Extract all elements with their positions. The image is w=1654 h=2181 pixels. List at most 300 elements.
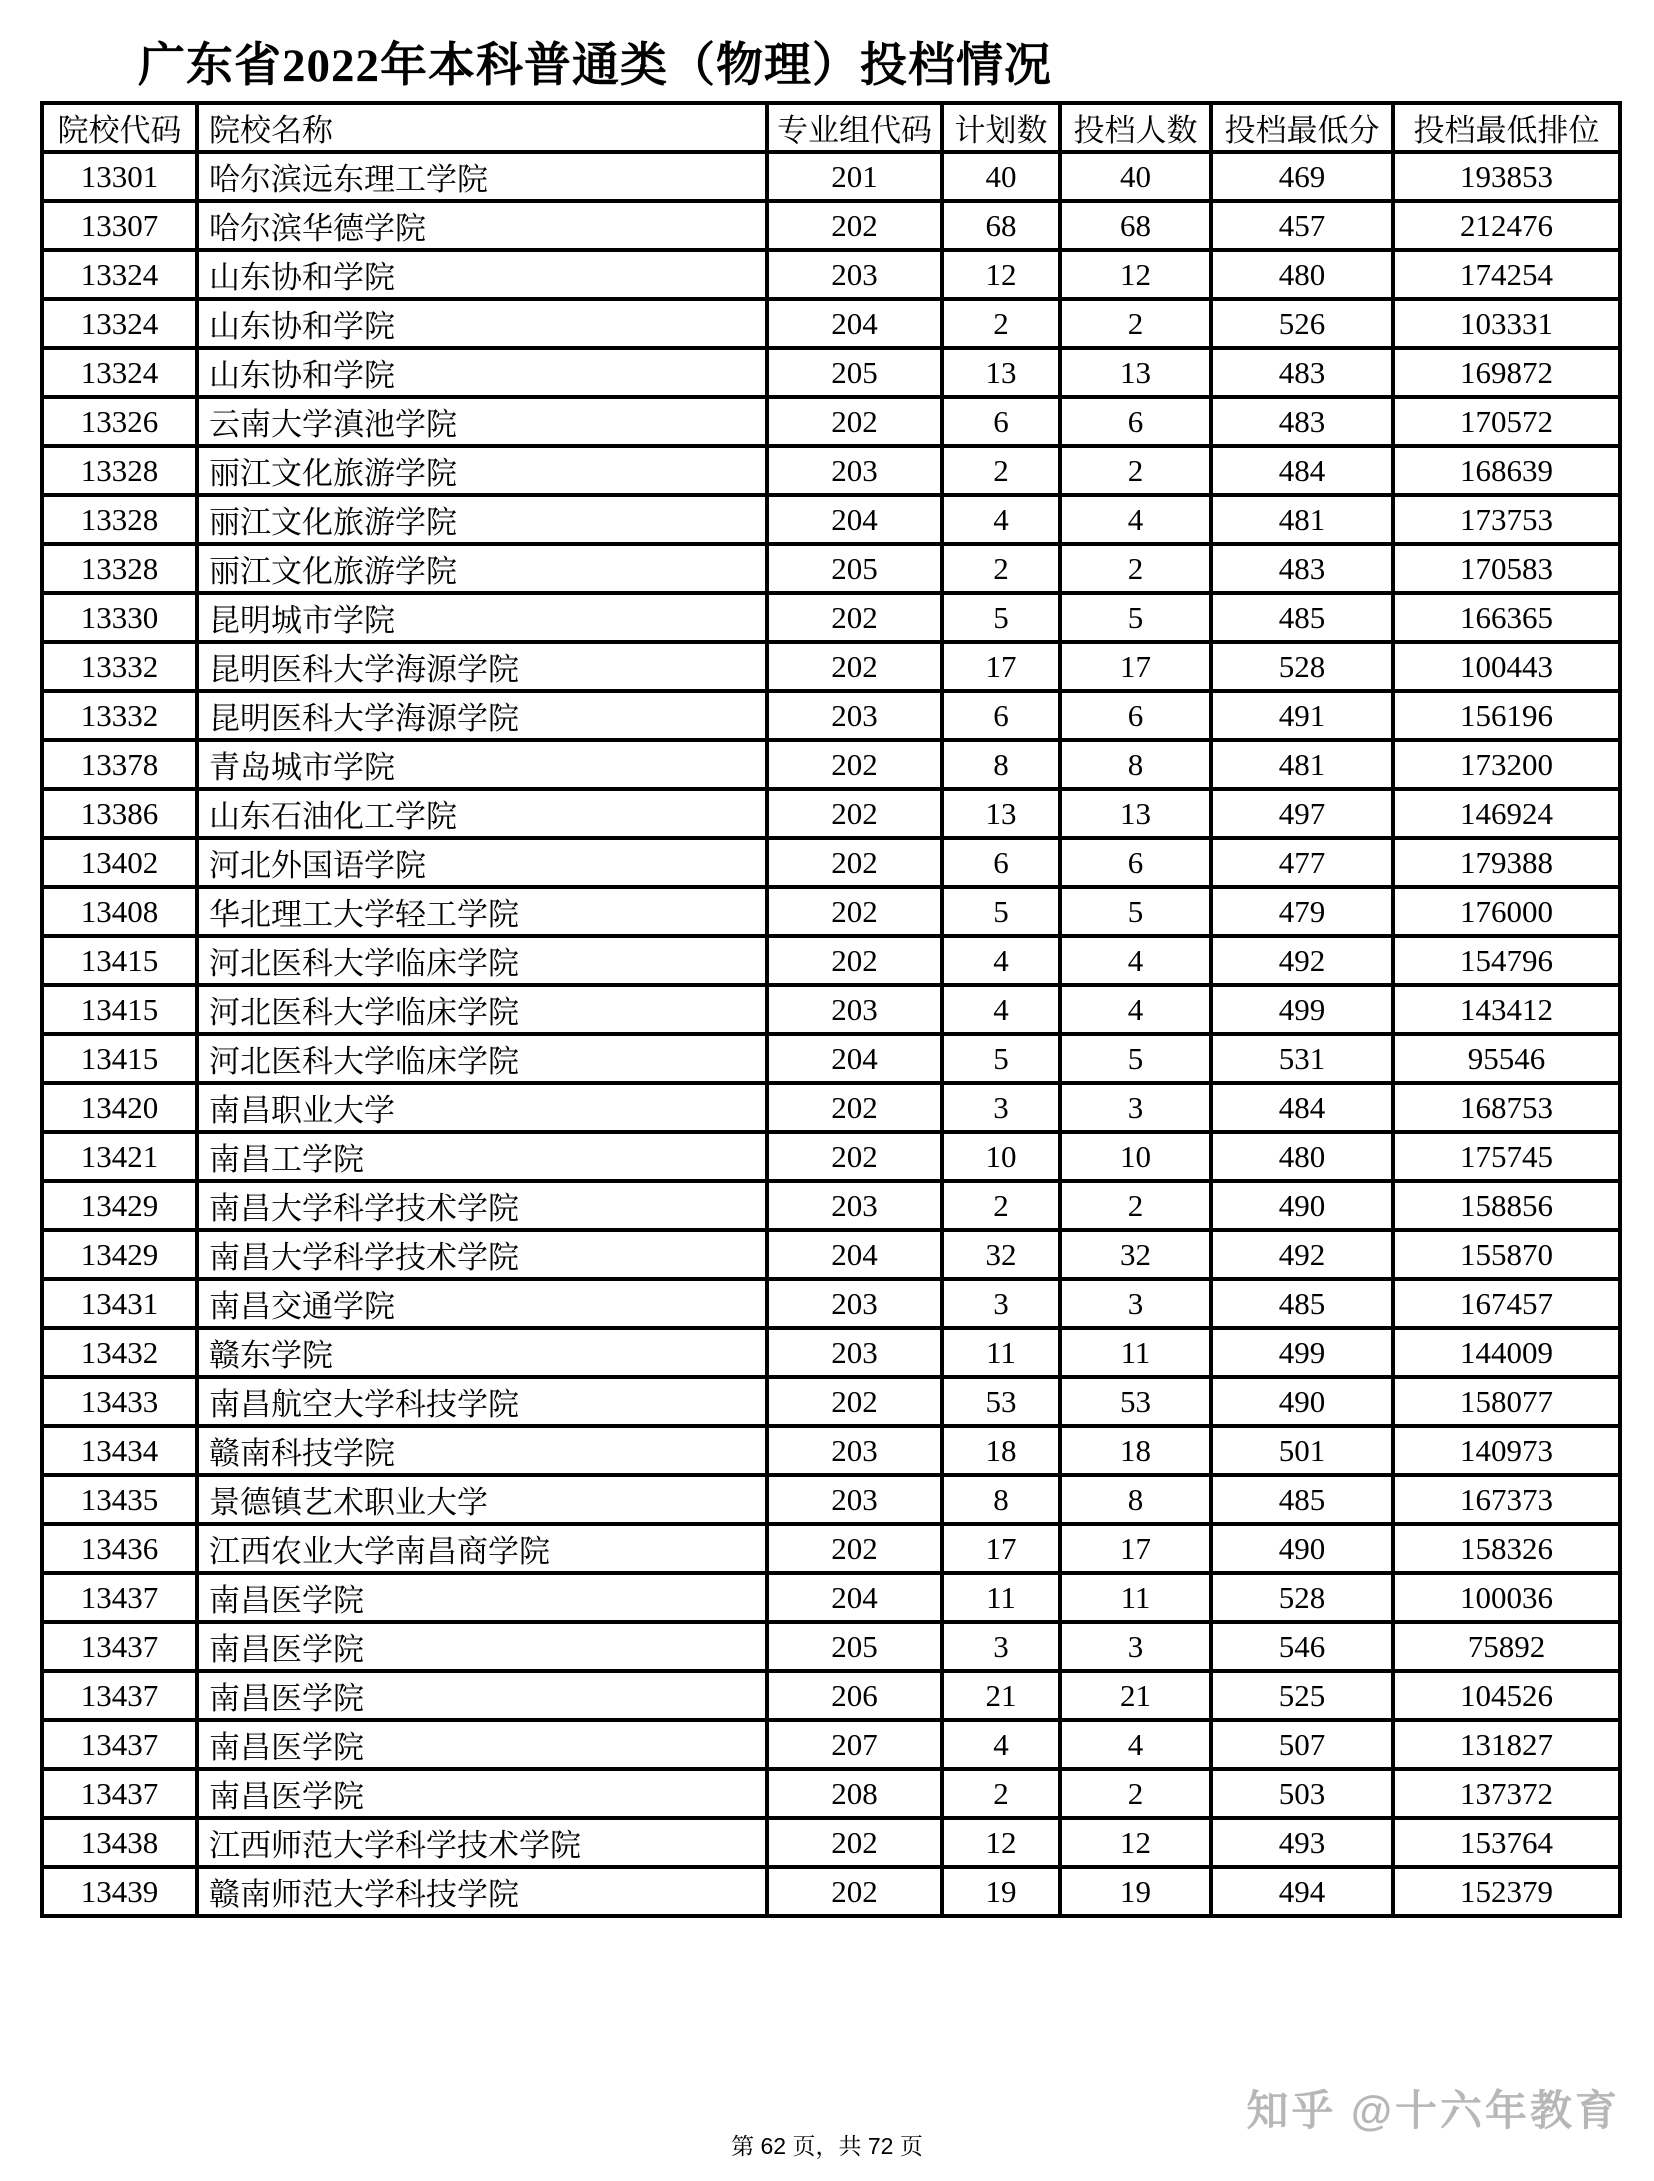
cell-school-name: 昆明医科大学海源学院	[197, 642, 767, 691]
cell-plan-count: 2	[942, 1769, 1060, 1818]
cell-min-rank: 143412	[1393, 985, 1620, 1034]
cell-min-rank: 158326	[1393, 1524, 1620, 1573]
cell-school-code: 13434	[42, 1426, 197, 1475]
table-row	[42, 740, 1620, 789]
cell-min-rank: 156196	[1393, 691, 1620, 740]
cell-min-rank: 75892	[1393, 1622, 1620, 1671]
cell-min-rank: 155870	[1393, 1230, 1620, 1279]
cell-major-group-code: 202	[767, 789, 942, 838]
cell-min-score: 485	[1211, 593, 1393, 642]
cell-school-code: 13421	[42, 1132, 197, 1181]
cell-school-name: 华北理工大学轻工学院	[197, 887, 767, 936]
cell-min-rank: 212476	[1393, 201, 1620, 250]
cell-filed-count: 2	[1060, 544, 1211, 593]
cell-school-code: 13438	[42, 1818, 197, 1867]
cell-school-code: 13301	[42, 152, 197, 201]
cell-filed-count: 13	[1060, 348, 1211, 397]
cell-school-name: 山东协和学院	[197, 250, 767, 299]
cell-filed-count: 18	[1060, 1426, 1211, 1475]
table-row	[42, 544, 1620, 593]
cell-filed-count: 2	[1060, 1181, 1211, 1230]
cell-filed-count: 8	[1060, 1475, 1211, 1524]
cell-school-code: 13420	[42, 1083, 197, 1132]
cell-major-group-code: 204	[767, 299, 942, 348]
cell-plan-count: 32	[942, 1230, 1060, 1279]
cell-school-name: 江西师范大学科学技术学院	[197, 1818, 767, 1867]
cell-major-group-code: 203	[767, 691, 942, 740]
cell-min-score: 531	[1211, 1034, 1393, 1083]
cell-min-score: 484	[1211, 446, 1393, 495]
column-header: 投档最低分	[1211, 103, 1393, 152]
cell-major-group-code: 203	[767, 446, 942, 495]
table-row	[42, 691, 1620, 740]
cell-min-score: 507	[1211, 1720, 1393, 1769]
cell-min-score: 483	[1211, 348, 1393, 397]
table-row	[42, 1867, 1620, 1916]
table-row	[42, 1524, 1620, 1573]
cell-major-group-code: 202	[767, 1132, 942, 1181]
table-row	[42, 1328, 1620, 1377]
cell-school-name: 江西农业大学南昌商学院	[197, 1524, 767, 1573]
cell-plan-count: 3	[942, 1279, 1060, 1328]
cell-min-score: 483	[1211, 397, 1393, 446]
cell-filed-count: 40	[1060, 152, 1211, 201]
cell-major-group-code: 204	[767, 1230, 942, 1279]
cell-min-rank: 158856	[1393, 1181, 1620, 1230]
cell-plan-count: 11	[942, 1573, 1060, 1622]
cell-filed-count: 32	[1060, 1230, 1211, 1279]
cell-major-group-code: 202	[767, 936, 942, 985]
table-row	[42, 201, 1620, 250]
cell-filed-count: 12	[1060, 250, 1211, 299]
cell-filed-count: 4	[1060, 495, 1211, 544]
table-row	[42, 446, 1620, 495]
cell-plan-count: 11	[942, 1328, 1060, 1377]
table-row	[42, 887, 1620, 936]
cell-filed-count: 3	[1060, 1622, 1211, 1671]
cell-major-group-code: 208	[767, 1769, 942, 1818]
cell-plan-count: 12	[942, 1818, 1060, 1867]
cell-school-code: 13437	[42, 1671, 197, 1720]
cell-school-code: 13431	[42, 1279, 197, 1328]
cell-major-group-code: 204	[767, 1034, 942, 1083]
cell-school-code: 13435	[42, 1475, 197, 1524]
cell-plan-count: 5	[942, 1034, 1060, 1083]
cell-filed-count: 4	[1060, 936, 1211, 985]
cell-plan-count: 2	[942, 446, 1060, 495]
table-row	[42, 1573, 1620, 1622]
cell-school-code: 13437	[42, 1720, 197, 1769]
table-row	[42, 642, 1620, 691]
cell-min-rank: 144009	[1393, 1328, 1620, 1377]
table-row	[42, 1818, 1620, 1867]
cell-major-group-code: 206	[767, 1671, 942, 1720]
cell-school-code: 13415	[42, 1034, 197, 1083]
cell-major-group-code: 203	[767, 985, 942, 1034]
cell-major-group-code: 202	[767, 740, 942, 789]
cell-min-rank: 170572	[1393, 397, 1620, 446]
cell-filed-count: 2	[1060, 446, 1211, 495]
cell-school-code: 13408	[42, 887, 197, 936]
cell-school-code: 13324	[42, 250, 197, 299]
cell-plan-count: 2	[942, 299, 1060, 348]
cell-school-name: 青岛城市学院	[197, 740, 767, 789]
cell-school-code: 13437	[42, 1622, 197, 1671]
cell-plan-count: 4	[942, 985, 1060, 1034]
cell-filed-count: 10	[1060, 1132, 1211, 1181]
cell-major-group-code: 202	[767, 1867, 942, 1916]
table-row	[42, 936, 1620, 985]
cell-school-code: 13432	[42, 1328, 197, 1377]
cell-min-score: 480	[1211, 1132, 1393, 1181]
table-row	[42, 1720, 1620, 1769]
cell-filed-count: 53	[1060, 1377, 1211, 1426]
cell-school-name: 南昌工学院	[197, 1132, 767, 1181]
cell-major-group-code: 203	[767, 1328, 942, 1377]
cell-min-score: 492	[1211, 936, 1393, 985]
admissions-table	[40, 101, 1622, 1918]
cell-filed-count: 4	[1060, 1720, 1211, 1769]
table-row	[42, 1181, 1620, 1230]
cell-school-name: 昆明城市学院	[197, 593, 767, 642]
cell-school-name: 河北医科大学临床学院	[197, 985, 767, 1034]
cell-major-group-code: 205	[767, 544, 942, 593]
cell-plan-count: 6	[942, 838, 1060, 887]
table-header	[42, 103, 1620, 152]
cell-filed-count: 11	[1060, 1328, 1211, 1377]
cell-plan-count: 5	[942, 593, 1060, 642]
cell-min-rank: 166365	[1393, 593, 1620, 642]
cell-plan-count: 21	[942, 1671, 1060, 1720]
cell-filed-count: 8	[1060, 740, 1211, 789]
cell-school-code: 13415	[42, 936, 197, 985]
cell-min-rank: 173753	[1393, 495, 1620, 544]
cell-school-code: 13429	[42, 1230, 197, 1279]
cell-min-rank: 131827	[1393, 1720, 1620, 1769]
cell-major-group-code: 204	[767, 1573, 942, 1622]
cell-plan-count: 6	[942, 397, 1060, 446]
cell-major-group-code: 202	[767, 642, 942, 691]
cell-school-code: 13307	[42, 201, 197, 250]
cell-school-code: 13324	[42, 299, 197, 348]
cell-min-score: 484	[1211, 1083, 1393, 1132]
column-header: 专业组代码	[767, 103, 942, 152]
cell-min-score: 490	[1211, 1181, 1393, 1230]
cell-school-name: 南昌大学科学技术学院	[197, 1181, 767, 1230]
cell-filed-count: 6	[1060, 838, 1211, 887]
cell-school-name: 丽江文化旅游学院	[197, 544, 767, 593]
cell-min-rank: 100443	[1393, 642, 1620, 691]
table-row	[42, 1132, 1620, 1181]
cell-school-code: 13332	[42, 691, 197, 740]
cell-plan-count: 6	[942, 691, 1060, 740]
cell-plan-count: 13	[942, 789, 1060, 838]
cell-min-score: 528	[1211, 1573, 1393, 1622]
cell-school-name: 河北外国语学院	[197, 838, 767, 887]
cell-min-rank: 104526	[1393, 1671, 1620, 1720]
cell-major-group-code: 205	[767, 348, 942, 397]
cell-major-group-code: 205	[767, 1622, 942, 1671]
cell-major-group-code: 203	[767, 1279, 942, 1328]
table-row	[42, 397, 1620, 446]
cell-min-rank: 169872	[1393, 348, 1620, 397]
cell-major-group-code: 203	[767, 1475, 942, 1524]
cell-min-score: 490	[1211, 1524, 1393, 1573]
cell-filed-count: 4	[1060, 985, 1211, 1034]
cell-school-name: 南昌医学院	[197, 1720, 767, 1769]
cell-min-rank: 168753	[1393, 1083, 1620, 1132]
cell-min-score: 494	[1211, 1867, 1393, 1916]
cell-filed-count: 3	[1060, 1083, 1211, 1132]
cell-school-code: 13436	[42, 1524, 197, 1573]
cell-school-name: 山东石油化工学院	[197, 789, 767, 838]
column-header: 投档人数	[1060, 103, 1211, 152]
cell-plan-count: 8	[942, 740, 1060, 789]
cell-school-code: 13324	[42, 348, 197, 397]
cell-plan-count: 4	[942, 1720, 1060, 1769]
cell-min-rank: 174254	[1393, 250, 1620, 299]
cell-school-name: 南昌医学院	[197, 1769, 767, 1818]
table-row	[42, 1622, 1620, 1671]
table-row	[42, 250, 1620, 299]
cell-school-name: 赣南科技学院	[197, 1426, 767, 1475]
cell-plan-count: 17	[942, 1524, 1060, 1573]
cell-school-code: 13437	[42, 1769, 197, 1818]
cell-min-score: 485	[1211, 1475, 1393, 1524]
cell-plan-count: 2	[942, 1181, 1060, 1230]
cell-school-name: 南昌医学院	[197, 1622, 767, 1671]
cell-plan-count: 2	[942, 544, 1060, 593]
cell-plan-count: 12	[942, 250, 1060, 299]
cell-school-name: 南昌职业大学	[197, 1083, 767, 1132]
cell-plan-count: 4	[942, 495, 1060, 544]
cell-major-group-code: 202	[767, 1524, 942, 1573]
cell-filed-count: 5	[1060, 1034, 1211, 1083]
cell-school-code: 13433	[42, 1377, 197, 1426]
cell-school-code: 13437	[42, 1573, 197, 1622]
cell-school-code: 13330	[42, 593, 197, 642]
cell-filed-count: 2	[1060, 299, 1211, 348]
cell-plan-count: 3	[942, 1622, 1060, 1671]
cell-min-rank: 175745	[1393, 1132, 1620, 1181]
cell-school-name: 南昌医学院	[197, 1671, 767, 1720]
cell-plan-count: 18	[942, 1426, 1060, 1475]
cell-school-name: 南昌交通学院	[197, 1279, 767, 1328]
cell-school-name: 河北医科大学临床学院	[197, 936, 767, 985]
cell-plan-count: 53	[942, 1377, 1060, 1426]
cell-major-group-code: 202	[767, 838, 942, 887]
cell-min-score: 493	[1211, 1818, 1393, 1867]
cell-filed-count: 13	[1060, 789, 1211, 838]
cell-min-rank: 167457	[1393, 1279, 1620, 1328]
cell-plan-count: 19	[942, 1867, 1060, 1916]
cell-school-name: 赣东学院	[197, 1328, 767, 1377]
cell-major-group-code: 203	[767, 1181, 942, 1230]
cell-school-name: 丽江文化旅游学院	[197, 446, 767, 495]
cell-min-score: 497	[1211, 789, 1393, 838]
cell-min-rank: 173200	[1393, 740, 1620, 789]
cell-school-name: 赣南师范大学科技学院	[197, 1867, 767, 1916]
cell-min-score: 525	[1211, 1671, 1393, 1720]
cell-min-rank: 100036	[1393, 1573, 1620, 1622]
cell-min-rank: 170583	[1393, 544, 1620, 593]
cell-plan-count: 40	[942, 152, 1060, 201]
table-row	[42, 1475, 1620, 1524]
cell-min-rank: 168639	[1393, 446, 1620, 495]
cell-school-code: 13402	[42, 838, 197, 887]
cell-major-group-code: 202	[767, 201, 942, 250]
cell-school-code: 13332	[42, 642, 197, 691]
cell-school-name: 山东协和学院	[197, 348, 767, 397]
cell-min-rank: 167373	[1393, 1475, 1620, 1524]
cell-school-name: 云南大学滇池学院	[197, 397, 767, 446]
cell-min-rank: 153764	[1393, 1818, 1620, 1867]
table-row	[42, 1279, 1620, 1328]
cell-min-score: 469	[1211, 152, 1393, 201]
cell-school-code: 13386	[42, 789, 197, 838]
table-row	[42, 348, 1620, 397]
table-row	[42, 593, 1620, 642]
cell-filed-count: 6	[1060, 397, 1211, 446]
cell-plan-count: 8	[942, 1475, 1060, 1524]
cell-min-score: 491	[1211, 691, 1393, 740]
table-row	[42, 1671, 1620, 1720]
cell-min-score: 492	[1211, 1230, 1393, 1279]
page-title: 广东省2022年本科普通类（物理）投档情况	[138, 40, 1052, 92]
cell-plan-count: 5	[942, 887, 1060, 936]
cell-filed-count: 5	[1060, 593, 1211, 642]
cell-filed-count: 3	[1060, 1279, 1211, 1328]
cell-min-score: 480	[1211, 250, 1393, 299]
table-row	[42, 152, 1620, 201]
cell-min-rank: 154796	[1393, 936, 1620, 985]
cell-min-rank: 158077	[1393, 1377, 1620, 1426]
cell-school-name: 南昌航空大学科技学院	[197, 1377, 767, 1426]
cell-min-score: 481	[1211, 740, 1393, 789]
cell-major-group-code: 203	[767, 1426, 942, 1475]
cell-plan-count: 3	[942, 1083, 1060, 1132]
cell-min-rank: 137372	[1393, 1769, 1620, 1818]
cell-filed-count: 6	[1060, 691, 1211, 740]
cell-plan-count: 68	[942, 201, 1060, 250]
cell-min-rank: 179388	[1393, 838, 1620, 887]
cell-school-code: 13415	[42, 985, 197, 1034]
table-row	[42, 1426, 1620, 1475]
cell-major-group-code: 203	[767, 250, 942, 299]
cell-plan-count: 17	[942, 642, 1060, 691]
cell-filed-count: 2	[1060, 1769, 1211, 1818]
cell-min-score: 503	[1211, 1769, 1393, 1818]
cell-major-group-code: 202	[767, 593, 942, 642]
cell-major-group-code: 202	[767, 397, 942, 446]
table-row	[42, 1230, 1620, 1279]
cell-filed-count: 5	[1060, 887, 1211, 936]
table-row	[42, 1377, 1620, 1426]
cell-min-rank: 152379	[1393, 1867, 1620, 1916]
cell-min-score: 501	[1211, 1426, 1393, 1475]
cell-plan-count: 13	[942, 348, 1060, 397]
cell-filed-count: 68	[1060, 201, 1211, 250]
table-row	[42, 495, 1620, 544]
cell-filed-count: 11	[1060, 1573, 1211, 1622]
cell-min-score: 481	[1211, 495, 1393, 544]
cell-major-group-code: 202	[767, 1083, 942, 1132]
cell-min-rank: 140973	[1393, 1426, 1620, 1475]
watermark: 知乎 @十六年教育	[1246, 2087, 1620, 2134]
cell-major-group-code: 204	[767, 495, 942, 544]
cell-plan-count: 10	[942, 1132, 1060, 1181]
table-row	[42, 1034, 1620, 1083]
cell-min-rank: 146924	[1393, 789, 1620, 838]
table-row	[42, 789, 1620, 838]
cell-major-group-code: 207	[767, 1720, 942, 1769]
cell-school-name: 河北医科大学临床学院	[197, 1034, 767, 1083]
cell-min-score: 490	[1211, 1377, 1393, 1426]
cell-school-name: 丽江文化旅游学院	[197, 495, 767, 544]
cell-school-name: 哈尔滨远东理工学院	[197, 152, 767, 201]
cell-min-score: 479	[1211, 887, 1393, 936]
cell-school-name: 山东协和学院	[197, 299, 767, 348]
cell-min-score: 499	[1211, 1328, 1393, 1377]
page-number: 第 62 页，共 72 页	[731, 2133, 923, 2159]
cell-min-rank: 176000	[1393, 887, 1620, 936]
cell-school-code: 13328	[42, 495, 197, 544]
column-header: 投档最低排位	[1393, 103, 1620, 152]
cell-major-group-code: 202	[767, 1818, 942, 1867]
cell-plan-count: 4	[942, 936, 1060, 985]
cell-school-code: 13328	[42, 544, 197, 593]
cell-school-code: 13326	[42, 397, 197, 446]
table-row	[42, 1769, 1620, 1818]
cell-min-score: 477	[1211, 838, 1393, 887]
cell-filed-count: 17	[1060, 1524, 1211, 1573]
cell-school-name: 哈尔滨华德学院	[197, 201, 767, 250]
cell-min-score: 546	[1211, 1622, 1393, 1671]
cell-min-rank: 103331	[1393, 299, 1620, 348]
table-row	[42, 838, 1620, 887]
cell-school-name: 南昌大学科学技术学院	[197, 1230, 767, 1279]
table-row	[42, 1083, 1620, 1132]
cell-school-code: 13378	[42, 740, 197, 789]
cell-school-code: 13328	[42, 446, 197, 495]
cell-min-score: 457	[1211, 201, 1393, 250]
cell-school-name: 昆明医科大学海源学院	[197, 691, 767, 740]
cell-min-score: 499	[1211, 985, 1393, 1034]
cell-min-score: 526	[1211, 299, 1393, 348]
header-row	[42, 103, 1620, 152]
cell-filed-count: 12	[1060, 1818, 1211, 1867]
column-header: 院校名称	[197, 103, 767, 152]
cell-min-rank: 95546	[1393, 1034, 1620, 1083]
cell-school-code: 13429	[42, 1181, 197, 1230]
cell-filed-count: 17	[1060, 642, 1211, 691]
table-row	[42, 985, 1620, 1034]
cell-filed-count: 19	[1060, 1867, 1211, 1916]
cell-min-score: 483	[1211, 544, 1393, 593]
cell-school-code: 13439	[42, 1867, 197, 1916]
table-body	[42, 152, 1620, 1916]
cell-min-rank: 193853	[1393, 152, 1620, 201]
cell-major-group-code: 202	[767, 1377, 942, 1426]
cell-school-name: 景德镇艺术职业大学	[197, 1475, 767, 1524]
cell-school-name: 南昌医学院	[197, 1573, 767, 1622]
column-header: 院校代码	[42, 103, 197, 152]
cell-major-group-code: 202	[767, 887, 942, 936]
column-header: 计划数	[942, 103, 1060, 152]
cell-major-group-code: 201	[767, 152, 942, 201]
table-row	[42, 299, 1620, 348]
cell-min-score: 485	[1211, 1279, 1393, 1328]
